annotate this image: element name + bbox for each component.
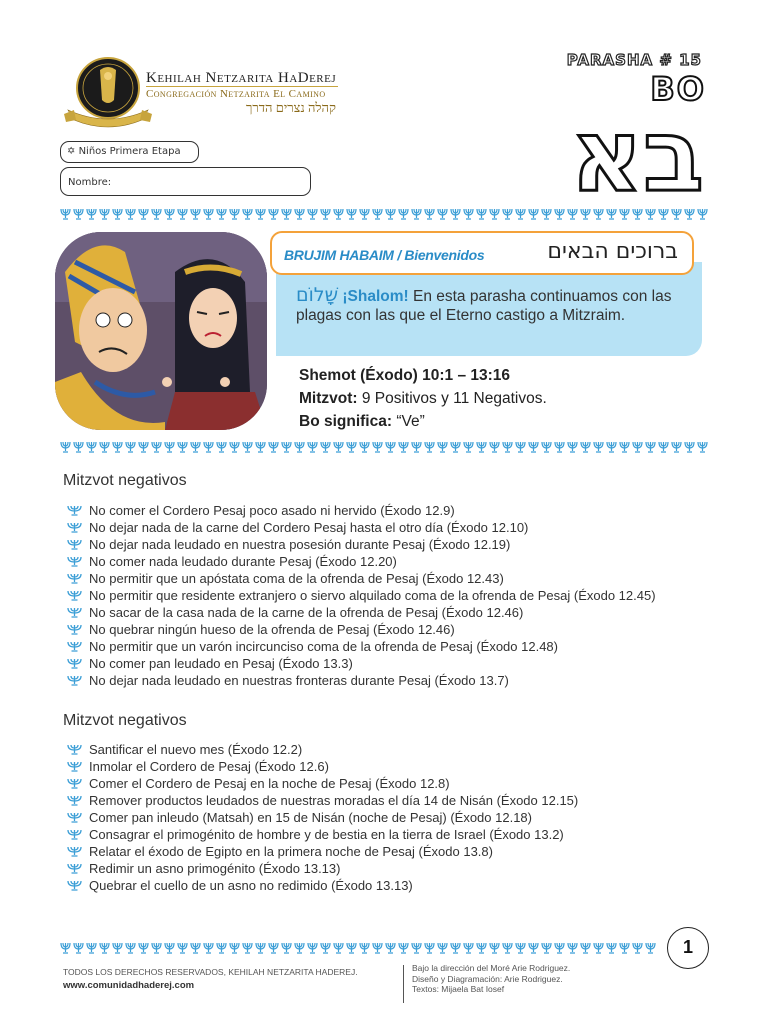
menorah-icon (464, 943, 473, 953)
menorah-icon (87, 442, 96, 452)
menorah-icon (269, 943, 278, 953)
welcome-header (270, 231, 694, 275)
menorah-icon (438, 442, 447, 452)
menorah-icon (399, 442, 408, 452)
meaning-summary (299, 413, 425, 431)
menorah-icon (100, 209, 109, 219)
menorah-icon (399, 209, 408, 219)
menorah-icon (386, 209, 395, 219)
menorah-icon (425, 943, 434, 953)
menorah-icon (67, 556, 82, 567)
menorah-icon (503, 209, 512, 219)
list-item (66, 792, 578, 809)
list-item-text: Comer pan inleudo (Matsah) en 15 de Nisán (noche de Pesaj) (Éxodo 12.18) (89, 810, 532, 825)
list-item-text: No permitir que un apóstata coma de la ofrenda de Pesaj (Éxodo 12.43) (89, 571, 504, 586)
list-item (66, 758, 578, 775)
menorah-icon (100, 442, 109, 452)
menorah-icon (607, 209, 616, 219)
menorah-icon (126, 442, 135, 452)
menorah-icon (594, 943, 603, 953)
menorah-icon (269, 209, 278, 219)
menorah-icon (399, 943, 408, 953)
menorah-icon (568, 442, 577, 452)
list-item-text: Remover productos leudados de nuestras moradas el día 14 de Nisán (Éxodo 12.15) (89, 793, 579, 808)
menorah-icon (594, 442, 603, 452)
menorah-icon (503, 442, 512, 452)
menorah-divider-middle (60, 441, 708, 453)
website-link[interactable]: www.comunidadhaderej.com (63, 980, 195, 991)
name-field-label: Nombre: (68, 177, 112, 188)
menorah-icon (165, 943, 174, 953)
menorah-icon (438, 943, 447, 953)
positive-mitzvot-list (66, 741, 578, 894)
menorah-icon (334, 209, 343, 219)
parasha-name: BO (650, 70, 706, 108)
menorah-icon (74, 943, 83, 953)
menorah-icon (295, 943, 304, 953)
menorah-icon (308, 442, 317, 452)
negative-mitzvot-list (66, 502, 656, 689)
footer-separator (403, 965, 404, 1003)
menorah-icon (334, 943, 343, 953)
menorah-icon (620, 442, 629, 452)
list-item (66, 775, 578, 792)
menorah-icon (67, 744, 82, 755)
menorah-icon (61, 442, 70, 452)
list-item (66, 809, 578, 826)
menorah-icon (529, 943, 538, 953)
menorah-icon (347, 442, 356, 452)
menorah-icon (204, 209, 213, 219)
menorah-icon (438, 209, 447, 219)
list-item-text: Consagrar el primogénito de hombre y de bestia en la tierra de Israel (Éxodo 13.2) (89, 827, 564, 842)
menorah-icon (256, 943, 265, 953)
menorah-icon (282, 442, 291, 452)
menorah-icon (620, 943, 629, 953)
menorah-icon (581, 209, 590, 219)
list-item (66, 741, 578, 758)
welcome-title: BRUJIM HABAIM / Bienvenidos (284, 247, 485, 263)
menorah-icon (295, 442, 304, 452)
menorah-icon (516, 209, 525, 219)
menorah-icon (87, 943, 96, 953)
congregation-logo (62, 56, 154, 130)
menorah-icon (659, 209, 668, 219)
menorah-icon (113, 943, 122, 953)
menorah-icon (243, 209, 252, 219)
menorah-icon (633, 442, 642, 452)
menorah-icon (61, 943, 70, 953)
list-item (66, 553, 656, 570)
menorah-icon (555, 442, 564, 452)
menorah-icon (542, 943, 551, 953)
star-of-david-icon: ✡ (67, 146, 76, 157)
menorah-icon (165, 209, 174, 219)
list-item (66, 843, 578, 860)
menorah-icon (256, 209, 265, 219)
menorah-icon (698, 442, 707, 452)
menorah-icon (74, 209, 83, 219)
list-item-text: Comer el Cordero de Pesaj en la noche de Pesaj (Éxodo 12.8) (89, 776, 450, 791)
menorah-icon (126, 209, 135, 219)
menorah-icon (490, 442, 499, 452)
menorah-icon (243, 943, 252, 953)
menorah-icon (126, 943, 135, 953)
list-item (66, 604, 656, 621)
menorah-divider-top (60, 208, 708, 220)
menorah-icon (529, 442, 538, 452)
menorah-icon (620, 209, 629, 219)
list-item-text: No sacar de la casa nada de la carne de la ofrenda de Pesaj (Éxodo 12.46) (89, 605, 524, 620)
menorah-icon (67, 539, 82, 550)
menorah-icon (139, 209, 148, 219)
list-item-text: Santificar el nuevo mes (Éxodo 12.2) (89, 742, 303, 757)
menorah-icon (67, 846, 82, 857)
org-hebrew-name: קהלה נצרים הדרך (246, 100, 336, 115)
menorah-icon (347, 943, 356, 953)
menorah-icon (308, 209, 317, 219)
list-item (66, 587, 656, 604)
menorah-icon (685, 442, 694, 452)
menorah-icon (308, 943, 317, 953)
list-item (66, 826, 578, 843)
menorah-icon (67, 505, 82, 516)
menorah-icon (516, 943, 525, 953)
menorah-icon (191, 943, 200, 953)
welcome-hebrew-title: ברוכים הבאים (547, 239, 678, 264)
menorah-icon (269, 442, 278, 452)
menorah-icon (139, 442, 148, 452)
menorah-icon (165, 442, 174, 452)
menorah-icon (67, 675, 82, 686)
welcome-intro (296, 286, 676, 325)
credit-line: Textos: Mijaela Bat Iosef (412, 984, 505, 994)
menorah-icon (178, 442, 187, 452)
page-number: 1 (667, 927, 709, 969)
menorah-icon (321, 442, 330, 452)
menorah-icon (67, 812, 82, 823)
menorah-icon (516, 442, 525, 452)
menorah-icon (490, 943, 499, 953)
menorah-icon (152, 943, 161, 953)
menorah-icon (67, 880, 82, 891)
shalom-hebrew: שָׁלוֹם (296, 284, 339, 306)
menorah-icon (61, 209, 70, 219)
list-item-text: No dejar nada leudado en nuestra posesión durante Pesaj (Éxodo 12.19) (89, 537, 511, 552)
list-item (66, 502, 656, 519)
menorah-icon (87, 209, 96, 219)
menorah-icon (633, 209, 642, 219)
menorah-icon (581, 442, 590, 452)
list-item (66, 638, 656, 655)
list-item-text: No comer nada leudado durante Pesaj (Éxodo 12.20) (89, 554, 397, 569)
list-item (66, 570, 656, 587)
menorah-icon (282, 209, 291, 219)
menorah-icon (451, 209, 460, 219)
menorah-icon (67, 778, 82, 789)
menorah-icon (113, 442, 122, 452)
menorah-icon (67, 795, 82, 806)
mitzvot-label: Mitzvot: (299, 390, 358, 407)
menorah-icon (555, 209, 564, 219)
intro-text: En esta parasha continuamos con las plagas con las que el Eterno castigo a Mitzraim. (296, 288, 672, 324)
menorah-icon (100, 943, 109, 953)
menorah-icon (360, 943, 369, 953)
menorah-icon (464, 209, 473, 219)
stage-badge (60, 141, 199, 163)
mitzvot-value: 9 Positivos y 11 Negativos. (357, 390, 547, 407)
list-item-text: No dejar nada de la carne del Cordero Pesaj hasta el otro día (Éxodo 12.10) (89, 520, 529, 535)
menorah-icon (659, 442, 668, 452)
menorah-icon (529, 209, 538, 219)
menorah-icon (321, 943, 330, 953)
menorah-icon (178, 209, 187, 219)
list-item-text: No quebrar ningún hueso de la ofrenda de Pesaj (Éxodo 12.46) (89, 622, 455, 637)
list-item (66, 860, 578, 877)
menorah-icon (230, 943, 239, 953)
org-divider (146, 86, 338, 87)
copyright-notice: TODOS LOS DERECHOS RESERVADOS, KEHILAH NETZARITA HADEREJ. (63, 967, 358, 977)
menorah-icon (646, 943, 655, 953)
menorah-icon (594, 209, 603, 219)
mitzvot-summary (299, 390, 547, 408)
menorah-icon (412, 943, 421, 953)
menorah-icon (67, 624, 82, 635)
menorah-icon (412, 209, 421, 219)
shalom-label: ¡Shalom! (342, 288, 409, 305)
menorah-icon (672, 442, 681, 452)
menorah-icon (295, 209, 304, 219)
list-item-text: No comer pan leudado en Pesaj (Éxodo 13.3) (89, 656, 353, 671)
menorah-icon (503, 943, 512, 953)
menorah-divider-bottom (60, 942, 666, 954)
menorah-icon (67, 573, 82, 584)
list-item (66, 536, 656, 553)
parasha-hebrew-title: בא (570, 97, 704, 214)
menorah-icon (67, 829, 82, 840)
list-item (66, 519, 656, 536)
menorah-icon (217, 442, 226, 452)
menorah-icon (373, 943, 382, 953)
menorah-icon (425, 442, 434, 452)
menorah-icon (542, 442, 551, 452)
list-item-text: No dejar nada leudado en nuestras fronteras durante Pesaj (Éxodo 13.7) (89, 673, 509, 688)
list-item-text: Redimir un asno primogénito (Éxodo 13.13) (89, 861, 341, 876)
menorah-icon (607, 442, 616, 452)
menorah-icon (347, 209, 356, 219)
positive-mitzvot-title: Mitzvot negativos (63, 712, 187, 729)
menorah-icon (685, 209, 694, 219)
menorah-icon (67, 607, 82, 618)
menorah-icon (477, 943, 486, 953)
negative-mitzvot-title: Mitzvot negativos (63, 472, 187, 489)
menorah-icon (477, 442, 486, 452)
list-item (66, 672, 656, 689)
menorah-icon (477, 209, 486, 219)
menorah-icon (67, 522, 82, 533)
menorah-icon (67, 641, 82, 652)
menorah-icon (178, 943, 187, 953)
menorah-icon (568, 943, 577, 953)
list-item-text: Inmolar el Cordero de Pesaj (Éxodo 12.6) (89, 759, 329, 774)
list-item (66, 621, 656, 638)
menorah-icon (191, 442, 200, 452)
menorah-icon (373, 209, 382, 219)
menorah-icon (67, 863, 82, 874)
menorah-icon (152, 442, 161, 452)
menorah-icon (360, 442, 369, 452)
credit-line: Diseño y Diagramación: Arie Rodriguez. (412, 973, 563, 984)
menorah-icon (321, 209, 330, 219)
menorah-icon (412, 442, 421, 452)
menorah-icon (386, 442, 395, 452)
menorah-icon (672, 209, 681, 219)
list-item-text: No comer el Cordero Pesaj poco asado ni hervido (Éxodo 12.9) (89, 503, 455, 518)
menorah-icon (217, 943, 226, 953)
menorah-icon (646, 442, 655, 452)
menorah-icon (217, 209, 226, 219)
parasha-number: PARASHA # 15 (566, 51, 702, 69)
menorah-icon (230, 442, 239, 452)
menorah-icon (334, 442, 343, 452)
menorah-icon (67, 658, 82, 669)
scripture-reference: Shemot (Éxodo) 10:1 – 13:16 (299, 367, 511, 384)
list-item-text: No permitir que residente extranjero o siervo alquilado coma de la ofrenda de Pesaj (Éxodo 12.45) (89, 588, 656, 603)
menorah-icon (243, 442, 252, 452)
menorah-icon (373, 442, 382, 452)
meaning-value: “Ve” (392, 413, 425, 430)
credits (412, 963, 570, 995)
menorah-icon (633, 943, 642, 953)
menorah-icon (74, 442, 83, 452)
stage-label: Niños Primera Etapa (78, 146, 181, 157)
menorah-icon (282, 943, 291, 953)
menorah-icon (256, 442, 265, 452)
menorah-icon (568, 209, 577, 219)
menorah-icon (698, 209, 707, 219)
list-item-text: Quebrar el cuello de un asno no redimido (Éxodo 13.13) (89, 878, 413, 893)
menorah-icon (451, 943, 460, 953)
org-name: Kehilah Netzarita HaDerej (146, 70, 337, 86)
menorah-icon (139, 943, 148, 953)
name-field[interactable] (60, 167, 311, 196)
list-item-text: Relatar el éxodo de Egipto en la primera noche de Pesaj (Éxodo 13.8) (89, 844, 493, 859)
list-item-text: No permitir que un varón incircunciso coma de la ofrenda de Pesaj (Éxodo 12.48) (89, 639, 558, 654)
menorah-icon (464, 442, 473, 452)
menorah-icon (607, 943, 616, 953)
meaning-label: Bo significa: (299, 413, 393, 430)
menorah-icon (67, 590, 82, 601)
menorah-icon (230, 209, 239, 219)
menorah-icon (451, 442, 460, 452)
menorah-icon (113, 209, 122, 219)
menorah-icon (542, 209, 551, 219)
menorah-icon (646, 209, 655, 219)
menorah-icon (191, 209, 200, 219)
menorah-icon (152, 209, 161, 219)
menorah-icon (581, 943, 590, 953)
menorah-icon (204, 943, 213, 953)
list-item (66, 877, 578, 894)
menorah-icon (386, 943, 395, 953)
menorah-icon (490, 209, 499, 219)
menorah-icon (204, 442, 213, 452)
pharaoh-illustration (55, 232, 267, 430)
menorah-icon (425, 209, 434, 219)
credit-line: Bajo la dirección del Moré Arie Rodriguez. (412, 963, 571, 973)
org-subtitle: Congregación Netzarita El Camino (146, 88, 326, 100)
menorah-icon (360, 209, 369, 219)
menorah-icon (555, 943, 564, 953)
list-item (66, 655, 656, 672)
menorah-icon (67, 761, 82, 772)
